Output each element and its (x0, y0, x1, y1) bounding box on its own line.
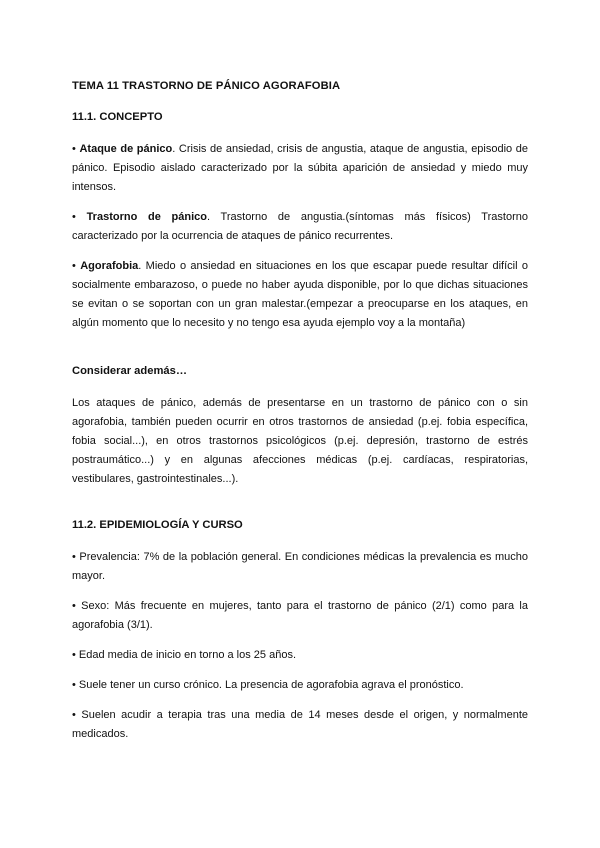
concept-text: . Miedo o ansiedad en situaciones en los que escapar puede resultar difícil o socialmente embarazoso, o puede no haber ayuda disponible, por lo que dichas situaciones se evitan o se soportan con un gran malestar.(empezar a preocuparse en los ataques, en algún momento que lo necesito y no tengo esa ayuda ejemplo voy a la montaña) (72, 260, 528, 329)
epidemiology-item: • Suelen acudir a terapia tras una media de 14 meses desde el origen, y normalmente medicados. (72, 709, 528, 740)
concept-item-trastorno (72, 208, 528, 246)
epidemiology-item: • Edad media de inicio en torno a los 25 años. (72, 649, 296, 661)
bullet: • (72, 143, 76, 155)
concept-term: Trastorno de pánico (86, 211, 207, 223)
document-page (72, 80, 528, 755)
concept-text: . Crisis de ansiedad, crisis de angustia, ataque de angustia, episodio de pánico. Episodio aislado caracterizado por la súbita aparición de ansiedad y miedo muy intensos. (72, 143, 529, 193)
consider-heading: Considerar además… (72, 365, 188, 377)
consider-paragraph: Los ataques de pánico, además de presentarse en un trastorno de pánico con o sin agorafobia, también pueden ocurrir en otros trastornos de ansiedad (p.ej. fobia específica, fobia social...), en otros trastornos psicológicos (p.ej. depresión, trastorno de estrés postraumático...) y en algunas afecciones médicas (p.ej. cardíacas, respiratorias, vestibulares, gastrointestinales...). (72, 397, 528, 485)
concept-text: . Trastorno de angustia.(síntomas más físicos) Trastorno caracterizado por la ocurrencia de ataques de pánico recurrentes. (72, 211, 528, 242)
epidemiology-item: • Suele tener un curso crónico. La presencia de agorafobia agrava el pronóstico. (72, 679, 464, 691)
concept-item-agorafobia (72, 257, 528, 333)
concept-term: Ataque de pánico (79, 143, 173, 155)
concept-term: Agorafobia (80, 260, 139, 272)
bullet: • (72, 211, 76, 223)
section-heading-concepto: 11.1. CONCEPTO (72, 111, 163, 123)
epidemiology-item: • Prevalencia: 7% de la población general. En condiciones médicas la prevalencia es mucho mayor. (72, 551, 528, 582)
epidemiology-item: • Sexo: Más frecuente en mujeres, tanto para el trastorno de pánico (2/1) como para la agorafobia (3/1). (72, 600, 528, 631)
concept-item-ataque (72, 140, 528, 197)
bullet: • (72, 260, 76, 272)
document-title: TEMA 11 TRASTORNO DE PÁNICO AGORAFOBIA (72, 80, 341, 92)
section-heading-epidemiologia: 11.2. EPIDEMIOLOGÍA Y CURSO (72, 519, 243, 531)
